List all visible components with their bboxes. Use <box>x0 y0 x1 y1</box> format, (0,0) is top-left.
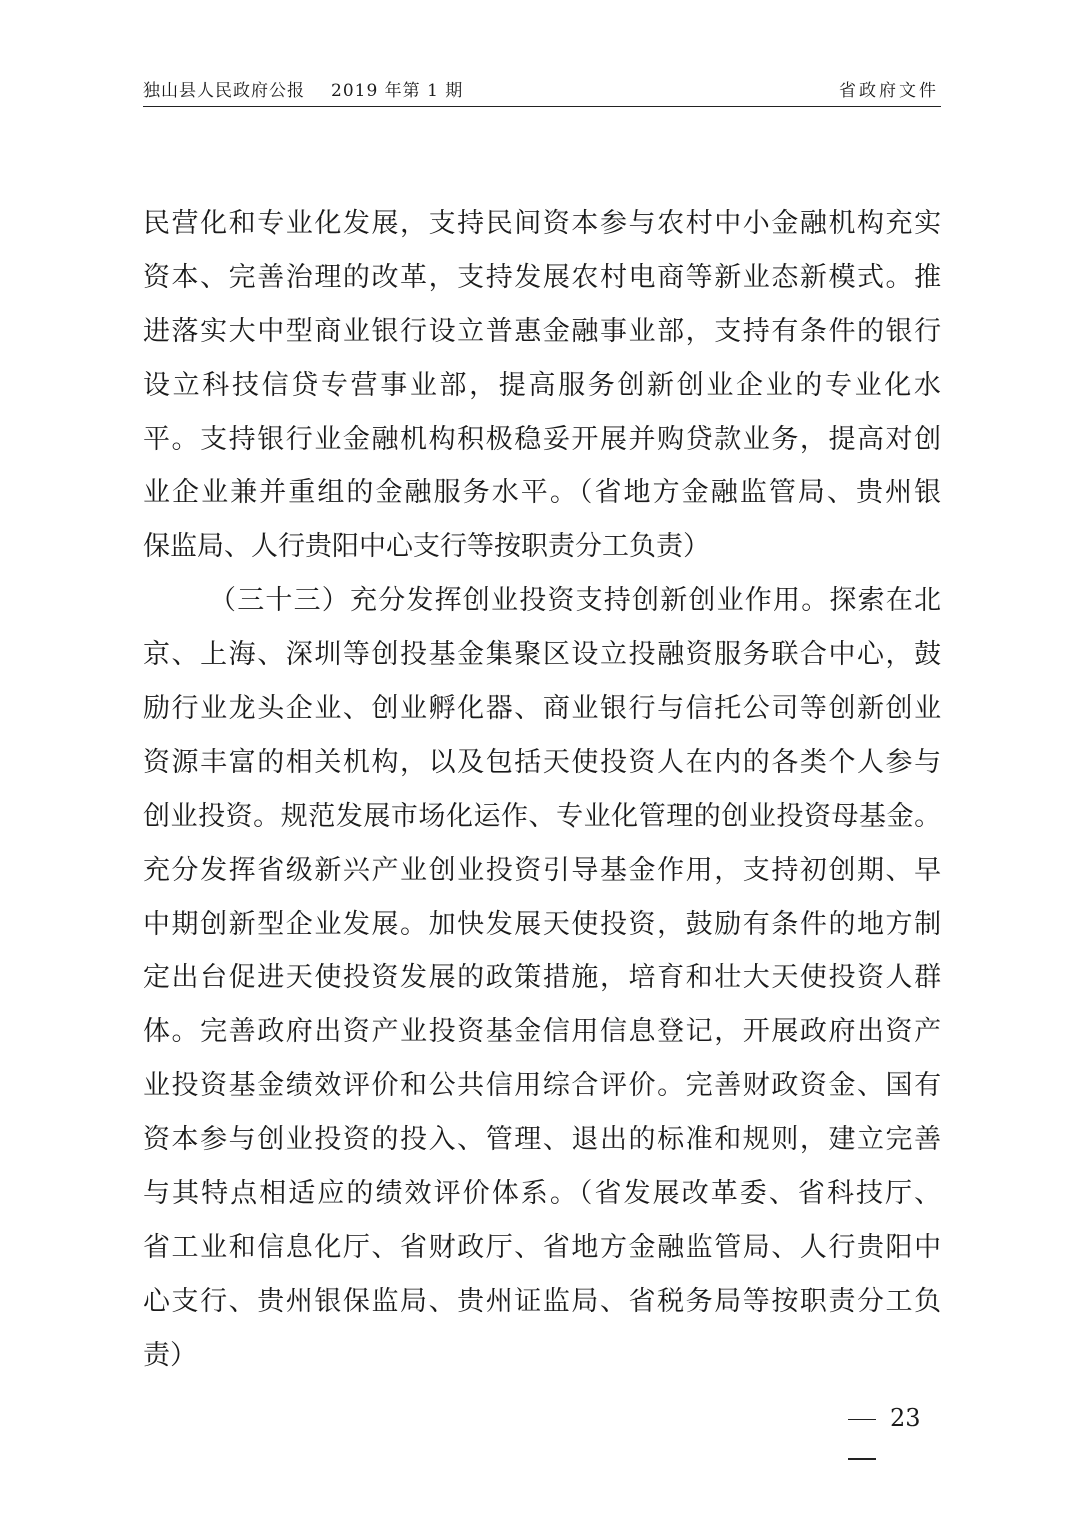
publication-name: 独山县人民政府公报 <box>143 81 305 101</box>
line-text: 充分发挥省级新兴产业创业投资引导基金作用，支持初创期、早 <box>143 854 943 886</box>
text-line <box>143 898 943 952</box>
line-text: 定出台促进天使投资发展的政策措施，培育和壮大天使投资人群 <box>143 962 943 994</box>
text-line <box>143 1005 943 1059</box>
line-text: 资本、完善治理的改革，支持发展农村电商等新业态新模式。推 <box>143 261 943 293</box>
running-header <box>143 76 941 107</box>
line-text: 责） <box>143 1339 197 1371</box>
line-text: 中期创新型企业发展。加快发展天使投资，鼓励有条件的地方制 <box>143 908 943 940</box>
text-line <box>143 251 943 305</box>
line-text: 京、上海、深圳等创投基金集聚区设立投融资服务联合中心，鼓 <box>143 639 943 671</box>
line-text: 平。支持银行业金融机构积极稳妥开展并购贷款业务，提高对创 <box>143 423 943 455</box>
text-line <box>143 1059 943 1113</box>
issue-number: 2019 年第 1 期 <box>331 81 464 101</box>
text-line <box>143 1113 943 1167</box>
text-line <box>143 466 943 520</box>
line-text: 进落实大中型商业银行设立普惠金融事业部，支持有条件的银行 <box>143 315 943 347</box>
line-text: 体。完善政府出资产业投资基金信用信息登记，开展政府出资产 <box>143 1016 943 1048</box>
line-text: 业企业兼并重组的金融服务水平。（省地方金融监管局、贵州银 <box>143 477 944 509</box>
line-text: （三十三）充分发挥创业投资支持创新创业作用。探索在北 <box>209 585 943 617</box>
text-line <box>143 1329 943 1383</box>
section-label: 省政府文件 <box>839 81 939 101</box>
text-line <box>143 1167 943 1221</box>
page-number-value: 23 <box>890 1404 921 1432</box>
line-text: 保监局、人行贵阳中心支行等按职责分工负责） <box>143 531 710 563</box>
page-number-dash-bottom <box>848 1458 876 1460</box>
text-line <box>143 305 943 359</box>
text-line <box>143 413 943 467</box>
line-text: 民营化和专业化发展，支持民间资本参与农村中小金融机构充实 <box>143 208 943 239</box>
text-line <box>143 1221 943 1275</box>
line-text: 设立科技信贷专营事业部，提高服务创新创业企业的专业化水 <box>143 369 944 401</box>
line-text: 资本参与创业投资的投入、管理、退出的标准和规则，建立完善 <box>143 1124 943 1156</box>
text-line <box>143 736 943 790</box>
text-line <box>143 359 943 413</box>
line-text: 心支行、贵州银保监局、贵州证监局、省税务局等按职责分工负 <box>143 1285 943 1317</box>
line-text: 业投资基金绩效评价和公共信用综合评价。完善财政资金、国有 <box>143 1070 943 1102</box>
page-number-dash <box>848 1419 876 1421</box>
line-text: 创业投资。规范发展市场化运作、专业化管理的创业投资母基金。 <box>143 800 942 832</box>
text-line <box>143 520 943 574</box>
text-line <box>143 790 943 844</box>
text-line <box>143 844 943 898</box>
text-line <box>143 951 943 1005</box>
body-text <box>143 197 943 1383</box>
text-line <box>143 682 943 736</box>
page-number <box>848 1403 921 1433</box>
text-line <box>143 628 943 682</box>
line-text: 与其特点相适应的绩效评价体系。（省发展改革委、省科技厅、 <box>143 1178 944 1210</box>
line-text: 省工业和信息化厅、省财政厅、省地方金融监管局、人行贵阳中 <box>143 1231 943 1263</box>
line-text: 励行业龙头企业、创业孵化器、商业银行与信托公司等创新创业 <box>143 693 943 725</box>
text-line <box>143 1275 943 1329</box>
line-text: 资源丰富的相关机构，以及包括天使投资人在内的各类个人参与 <box>143 746 943 778</box>
header-left <box>143 76 463 101</box>
section-heading-line <box>143 574 943 628</box>
text-line <box>143 197 943 251</box>
